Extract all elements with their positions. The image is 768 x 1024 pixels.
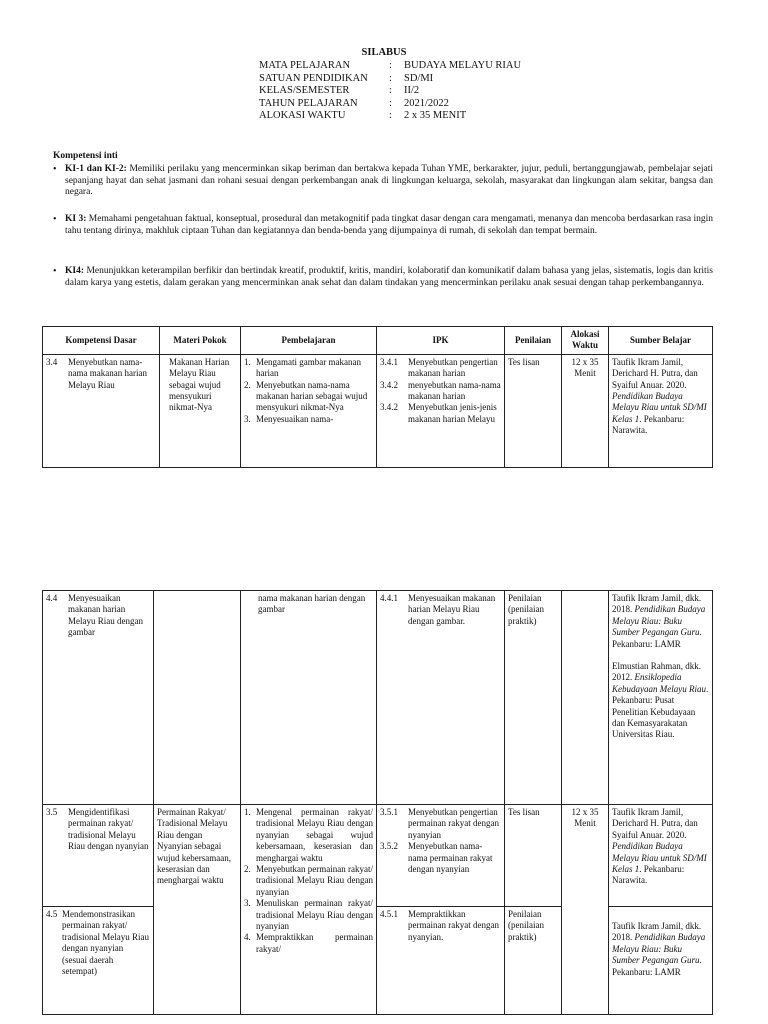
ipk-text: Menyesuaikan makanan harian Melayu Riau dengan gambar. — [408, 593, 496, 626]
sumber-entry — [612, 661, 709, 741]
meta-row-year — [259, 98, 521, 111]
ipk-number: 3.4.2 — [380, 379, 398, 390]
step-number: 2. — [244, 379, 251, 390]
penilaian-text: Tes lisan — [508, 807, 540, 817]
pembelajaran-cell — [241, 591, 377, 805]
ki-heading: Kompetensi inti — [53, 151, 118, 161]
step-text: Menuliskan permainan rakyat/ tradisional Melayu Riau dengan nyanyian — [256, 898, 373, 932]
ipk-text: Menyebutkan nama-nama permainan rakyat dengan nyanyian — [408, 841, 493, 875]
ki-body: Memiliki perilaku yang mencerminkan sikap beriman dan bertakwa kepada Tuhan YME, berkarakter, jujur, peduli, bertanggungjawab, pembelajar sejati sepanjang hayat dan sehat jasmani dan rohani sesuai dengan perkembangan anak di lingkungan keluarga, sekolah, masyarakat dan lingkungan alam sekitar, bangsa dan negara. — [65, 164, 714, 198]
table-row — [43, 591, 713, 805]
meta-row-school-level — [259, 73, 521, 86]
meta-row-subject — [259, 60, 521, 73]
kd-text: Menyebutkan nama-nama makanan harian Melayu Riau — [68, 356, 147, 390]
penilaian-cell — [505, 805, 562, 907]
alokasi-text: 12 x 35 Menit — [571, 356, 599, 379]
penilaian-cell — [505, 591, 562, 805]
sumber-cell — [609, 591, 713, 805]
table-row — [43, 907, 713, 1015]
alokasi-cell — [562, 591, 609, 805]
step-text: nama makanan harian dengan gambar — [258, 593, 366, 615]
sumber-entry — [612, 593, 709, 650]
meta-row-time — [259, 110, 521, 123]
ipk-number: 3.4.2 — [380, 402, 398, 413]
meta-colon: : — [389, 110, 392, 121]
meta-label: TAHUN PELAJARAN — [259, 97, 358, 109]
ipk-text: Menyebutkan jenis-jenis makanan harian Melayu — [408, 402, 497, 424]
kd-text: Mendemonstrasikan permainan rakyat/ tradisional Melayu Riau dengan nyanyian (sesuai daerah setempat) — [62, 909, 149, 977]
header-alokasi-waktu: Alokasi Waktu — [562, 327, 609, 355]
sumber-book-title: Ensiklopedia Kebudayaan Melayu Riau — [612, 672, 706, 694]
sumber-book-title: Pendidikan Budaya Melayu Riau untuk SD/MI Kelas 1 — [612, 841, 707, 875]
ipk-cell — [377, 591, 505, 805]
document-title: SILABUS — [361, 47, 407, 58]
penilaian-text: Tes lisan — [508, 356, 540, 367]
step-number: 2. — [244, 864, 251, 875]
table-header-row — [43, 327, 713, 355]
step-text: Mempraktikkan permainan rakyat/ — [256, 932, 373, 954]
kd-number: 3.4 — [46, 356, 58, 367]
ipk-number: 3.4.1 — [380, 356, 398, 367]
step-text: Menyebutkan nama-nama makanan harian sebagai wujud mensyukuri nikmat-Nya — [256, 379, 368, 413]
meta-colon: : — [389, 60, 392, 71]
meta-value: II/2 — [404, 85, 420, 96]
kd-cell — [43, 805, 154, 907]
meta-colon: : — [389, 97, 392, 109]
ki-item-4 — [53, 266, 713, 289]
ki-body: Menunjukkan keterampilan berfikir dan bertindak kreatif, produktif, kritis, mandiri, kolaboratif dan komunikatif dalam bahasa yang jelas, sistematis, logis dan kritis dalam karya yang estetis, dalam gerakan yang mencerminkan anak sehat dan dalam tindakan yang mencerminkan perilaku anak sesuai dengan tahap perkembangannya. — [65, 266, 713, 288]
alokasi-text: 12 x 35 Menit — [571, 807, 599, 829]
syllabus-table-1 — [42, 326, 713, 468]
ipk-number: 4.5.1 — [380, 909, 398, 919]
metadata-block — [259, 60, 521, 123]
step-number: 4. — [244, 932, 251, 943]
bullet-icon: • — [53, 164, 57, 175]
kd-cell — [43, 354, 160, 467]
ipk-cell — [377, 354, 505, 467]
pembelajaran-cell — [241, 805, 377, 1015]
kd-number: 4.5 — [46, 909, 58, 919]
ki-body: Memahami pengetahuan faktual, konseptual, prosedural dan metakognitif pada tingkat dasar dengan cara mengamati, menanya dan mencoba berdasarkan rasa ingin tahu tentang dirinya, makhluk ciptaan Tuhan dan kegiatannya dan benda-benda yang dijumpainya di rumah, di sekolah dan tempat bermain. — [65, 214, 713, 236]
table-row — [43, 354, 713, 467]
meta-label: ALOKASI WAKTU — [259, 110, 346, 121]
materi-cell — [154, 805, 241, 1015]
penilaian-cell — [505, 907, 562, 1015]
bullet-icon: • — [53, 214, 57, 225]
kd-text: Mengidentifikasi permainan rakyat/ tradisional Melayu Riau dengan nyanyian — [68, 807, 149, 852]
ki-head: KI-1 dan KI-2: — [65, 164, 127, 174]
ipk-cell — [377, 805, 505, 907]
sumber-publisher: . Pekanbaru: LAMR — [612, 627, 702, 649]
sumber-text: Taufik Ikram Jamil, dkk. 2018. — [612, 921, 702, 943]
ki-head: KI 3: — [65, 214, 87, 224]
sumber-book-title: Pendidikan Budaya Melayu Riau: Buku Sumber Pegangan Guru — [612, 932, 706, 966]
sumber-book-title: Pendidikan Budaya Melayu Riau untuk SD/MI Kelas 1 — [612, 391, 707, 424]
meta-value: 2021/2022 — [404, 97, 449, 109]
meta-value: SD/MI — [404, 72, 434, 84]
step-text: Menyebutkan permainan rakyat/ tradisional Melayu Riau dengan nyanyian — [256, 864, 373, 897]
materi-text: Permainan Rakyat/ Tradisional Melayu Riau dengan Nyanyian sebagai wujud kebersamaan, keserasian dan menghargai waktu — [157, 807, 231, 886]
ipk-text: menyebutkan nama-nama makanan harian — [408, 379, 501, 402]
meta-label: MATA PELAJARAN — [259, 60, 351, 71]
step-text: Mengenal permainan rakyat/ tradisional Melayu Riau dengan nyanyian sebagai wujud kebersamaan, keserasian dan menghargai waktu — [256, 807, 373, 863]
meta-value: BUDAYA MELAYU RIAU — [404, 60, 522, 71]
alokasi-cell — [562, 354, 609, 467]
sumber-text: Taufik Ikram Jamil, Derichard H. Putra, dan Syaiful Anuar. 2020. — [612, 807, 698, 840]
materi-text: Makanan Harian Melayu Riau sebagai wujud mensyukuri nikmat-Nya — [169, 356, 230, 413]
ipk-text: Mempraktikkan permainan rakyat dengan nyanyian. — [408, 909, 499, 942]
table-row — [43, 805, 713, 907]
step-text: Menyesuaikan nama- — [256, 413, 334, 424]
kd-text: Menyesuaikan makanan harian Melayu Riau dengan gambar — [68, 593, 143, 638]
sumber-publisher: . Pekanbaru: Narawita. — [612, 413, 685, 436]
kd-cell — [43, 591, 154, 805]
kd-number: 4.4 — [46, 593, 58, 603]
pembelajaran-cell — [241, 354, 377, 467]
kd-number: 3.5 — [46, 807, 58, 817]
sumber-text: Elmustian Rahman, dkk. 2012. — [612, 661, 701, 683]
step-number: 1. — [244, 807, 251, 817]
ipk-number: 4.4.1 — [380, 593, 398, 603]
header-materi-pokok: Materi Pokok — [160, 327, 241, 355]
meta-row-class-semester — [259, 85, 521, 98]
sumber-cell — [609, 805, 713, 907]
materi-cell — [160, 354, 241, 467]
step-text: Mengamati gambar makanan harian — [256, 356, 361, 379]
header-penilaian: Penilaian — [505, 327, 562, 355]
header-pembelajaran: Pembelajaran — [241, 327, 377, 355]
ki-item-1-2 — [53, 164, 713, 199]
ipk-number: 3.5.1 — [380, 807, 398, 817]
step-number: 1. — [244, 356, 251, 367]
meta-value: 2 x 35 MENIT — [404, 110, 467, 121]
ipk-text: Menyebutkan pengertian makanan harian — [408, 356, 498, 379]
sumber-text: Taufik Ikram Jamil, Derichard H. Putra, dan Syaiful Anuar. 2020. — [612, 356, 698, 390]
ki-item-3 — [53, 214, 713, 237]
penilaian-text: Penilaian (penilaian praktik) — [508, 909, 544, 942]
materi-cell — [154, 591, 241, 805]
sumber-text: Taufik Ikram Jamil, dkk. 2018. — [612, 593, 702, 615]
ki-text — [65, 266, 713, 289]
syllabus-table-2 — [42, 590, 713, 1015]
penilaian-text: Penilaian (penilaian praktik) — [508, 593, 544, 626]
meta-colon: : — [389, 85, 392, 96]
kd-cell — [43, 907, 154, 1015]
meta-colon: : — [389, 72, 392, 84]
ki-text — [65, 164, 713, 199]
alokasi-cell — [562, 805, 609, 1015]
sumber-publisher: . Pekanbaru: Pusat Penelitian Kebudayaan dan Kemasyarakatan Universitas Riau. — [612, 683, 709, 740]
step-number: 3. — [244, 898, 251, 909]
ipk-text: Menyebutkan pengertian permainan rakyat dengan nyanyian — [408, 807, 499, 840]
bullet-icon: • — [53, 266, 57, 277]
meta-label: SATUAN PENDIDIKAN — [259, 72, 368, 84]
sumber-publisher: . Pekanbaru: LAMR — [612, 955, 702, 977]
header-kompetensi-dasar: Kompetensi Dasar — [43, 327, 160, 355]
ipk-number: 3.5.2 — [380, 841, 398, 852]
ki-text — [65, 214, 713, 237]
sumber-cell — [609, 354, 713, 467]
step-number: 3. — [244, 413, 251, 424]
penilaian-cell — [505, 354, 562, 467]
meta-label: KELAS/SEMESTER — [259, 85, 350, 96]
sumber-publisher: . Pekanbaru: Narawita. — [612, 864, 685, 886]
ipk-cell — [377, 907, 505, 1015]
sumber-book-title: Pendidikan Budaya Melayu Riau: Buku Sumber Pegangan Guru — [612, 604, 706, 638]
sumber-cell — [609, 907, 713, 1015]
header-ipk: IPK — [377, 327, 505, 355]
ki-head: KI4: — [65, 266, 84, 276]
header-sumber-belajar: Sumber Belajar — [609, 327, 713, 355]
